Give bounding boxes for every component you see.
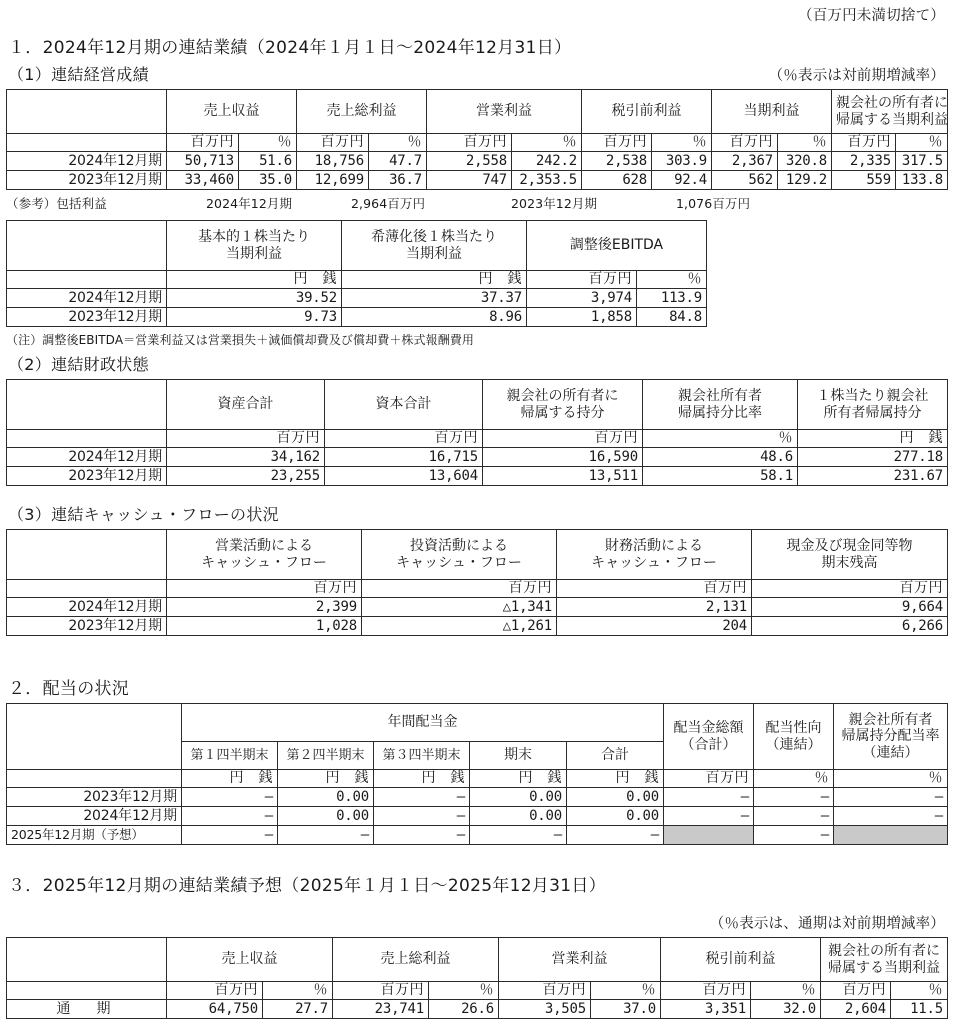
- row-period: 2023年12月期: [7, 788, 182, 807]
- cell-value: ―: [754, 807, 834, 826]
- row-period: 通 期: [7, 1000, 167, 1019]
- col-total-dividends: [664, 704, 754, 770]
- table-header-row: [7, 380, 948, 430]
- cell-value: 0.00: [567, 788, 664, 807]
- unit-q1: 円 銭: [182, 770, 278, 788]
- cell-value: △1,261: [362, 617, 557, 636]
- cell-value: 11.5: [891, 1000, 948, 1019]
- unit-cash-money: 百万円: [752, 580, 948, 598]
- cell-value: ―: [664, 807, 754, 826]
- unit-gross-pct: ％: [369, 134, 427, 152]
- table-row: [7, 308, 707, 327]
- table-row: [7, 598, 948, 617]
- cell-value: 1,028: [167, 617, 362, 636]
- unit-row-label: [7, 271, 167, 289]
- unit-doe-pct: ％: [834, 770, 948, 788]
- cell-value: 2,353.5: [512, 171, 582, 190]
- unit-equity-ratio-pct: ％: [643, 430, 798, 448]
- cell-value: 747: [427, 171, 512, 190]
- reference-label: （参考）包括利益: [6, 196, 107, 211]
- unit-ebitda-pct: ％: [637, 271, 707, 289]
- col-equity-attributable-owners-line2: 帰属する持分: [520, 404, 605, 421]
- cell-value: ―: [567, 826, 664, 845]
- col-cash-end-balance: [752, 530, 948, 580]
- col-profit-attributable-owners-line1: 親会社の所有者に: [828, 942, 940, 959]
- cell-value: ―: [182, 788, 278, 807]
- unit-op-money: 百万円: [499, 982, 591, 1000]
- col-financing-cash-flow: [557, 530, 752, 580]
- table-row-forecast: [7, 826, 948, 845]
- cell-value: 2,335: [832, 152, 896, 171]
- unit-row-label: [7, 580, 167, 598]
- cell-value: 113.9: [637, 289, 707, 308]
- cell-value: 58.1: [643, 467, 798, 486]
- section-1-1-header-row: [0, 62, 955, 85]
- unit-note-top: （百万円未満切捨て）: [798, 8, 945, 24]
- col-dividend-total: 合計: [567, 742, 664, 770]
- table-row: [7, 171, 948, 190]
- col-q2-end: 第２四半期末: [278, 742, 374, 770]
- cell-value: 12,699: [297, 171, 369, 190]
- col-gross-profit: 売上総利益: [333, 938, 499, 982]
- unit-basic-eps: 円 銭: [167, 271, 342, 289]
- cell-value: ―: [374, 826, 470, 845]
- section-2-heading: ２．配当の状況: [8, 679, 130, 699]
- cell-value: 8.96: [342, 308, 527, 327]
- col-q1-end: 第１四半期末: [182, 742, 278, 770]
- col-equity-attributable-owners: [483, 380, 643, 430]
- col-profit-attributable-owners-line2: 帰属する当期利益: [828, 959, 940, 976]
- cell-value: 320.8: [778, 152, 832, 171]
- col-dividend-on-equity-line2: 帰属持分配当率: [841, 728, 940, 745]
- col-equity-per-share: [798, 380, 948, 430]
- cell-value: 33,460: [167, 171, 239, 190]
- eps-ebitda-table: [6, 220, 707, 327]
- table-row: [7, 788, 948, 807]
- cell-value: 204: [557, 617, 752, 636]
- unit-revenue-money: 百万円: [167, 134, 239, 152]
- unit-assets-money: 百万円: [167, 430, 325, 448]
- col-equity-ratio-line2: 帰属持分比率: [678, 404, 762, 421]
- unit-attr-pct: ％: [891, 982, 948, 1000]
- col-financing-cash-flow-line2: キャッシュ・フロー: [591, 554, 717, 571]
- cell-value: 129.2: [778, 171, 832, 190]
- col-q3-end: 第３四半期末: [374, 742, 470, 770]
- row-period: 2023年12月期: [7, 171, 167, 190]
- unit-ocf-money: 百万円: [167, 580, 362, 598]
- unit-icf-money: 百万円: [362, 580, 557, 598]
- dividends-table: [6, 703, 948, 845]
- unit-pretax-money: 百万円: [661, 982, 751, 1000]
- unit-net-money: 百万円: [712, 134, 778, 152]
- col-gross-profit: 売上総利益: [297, 90, 427, 134]
- row-period: 2024年12月期: [7, 448, 167, 467]
- unit-payout-pct: ％: [754, 770, 834, 788]
- col-basic-eps-line1: 基本的１株当たり: [198, 228, 310, 245]
- unit-row: [7, 580, 948, 598]
- row-period: 2023年12月期: [7, 308, 167, 327]
- unit-attr-money: 百万円: [821, 982, 891, 1000]
- table-row: [7, 289, 707, 308]
- corner-cell: [7, 90, 167, 134]
- unit-revenue-money: 百万円: [167, 982, 263, 1000]
- table-row: [7, 152, 948, 171]
- unit-row-label: [7, 770, 182, 788]
- col-payout-ratio-line2: （連結）: [765, 736, 822, 753]
- corner-cell: [7, 938, 167, 982]
- unit-pretax-pct: ％: [751, 982, 821, 1000]
- col-operating-cash-flow-line2: キャッシュ・フロー: [201, 554, 327, 571]
- section-1-1-note: （％表示は対前期増減率）: [768, 68, 945, 84]
- unit-year-end: 円 銭: [470, 770, 567, 788]
- cell-value: 47.7: [369, 152, 427, 171]
- col-profit-attributable-owners: [821, 938, 948, 982]
- col-total-equity: 資本合計: [325, 380, 483, 430]
- cell-value: 0.00: [470, 788, 567, 807]
- unit-op-money: 百万円: [427, 134, 512, 152]
- col-diluted-eps-line1: 希薄化後１株当たり: [371, 228, 497, 245]
- cell-value: 35.0: [239, 171, 297, 190]
- col-financing-cash-flow-line1: 財務活動による: [605, 537, 703, 554]
- cell-value: 13,604: [325, 467, 483, 486]
- table-row: [7, 617, 948, 636]
- unit-q2: 円 銭: [278, 770, 374, 788]
- cell-value: 23,741: [333, 1000, 429, 1019]
- cell-value: 559: [832, 171, 896, 190]
- unit-row: [7, 770, 948, 788]
- col-profit-attributable-owners-line1: 親会社の所有者に: [836, 94, 948, 111]
- col-pretax-profit: 税引前利益: [582, 90, 712, 134]
- cell-value: 23,255: [167, 467, 325, 486]
- cell-value: ―: [374, 788, 470, 807]
- cell-value: 0.00: [278, 788, 374, 807]
- col-operating-profit: 営業利益: [427, 90, 582, 134]
- row-period: 2025年12月期（予想）: [7, 826, 182, 845]
- reference-value-2: 1,076百万円: [676, 196, 751, 211]
- section-1-1-heading: （1）連結経営成績: [8, 65, 149, 84]
- cell-value: 50,713: [167, 152, 239, 171]
- cash-flow-table: [6, 529, 948, 636]
- col-investing-cash-flow-line1: 投資活動による: [410, 537, 508, 554]
- cell-value: 3,974: [527, 289, 637, 308]
- cell-value: ―: [374, 807, 470, 826]
- table-row: [7, 467, 948, 486]
- col-total-dividends-line2: （合計）: [680, 736, 737, 753]
- unit-row-label: [7, 982, 167, 1000]
- table-header-row: [7, 530, 948, 580]
- cell-value: ―: [278, 826, 374, 845]
- cell-value: 26.6: [429, 1000, 499, 1019]
- unit-q3: 円 銭: [374, 770, 470, 788]
- cell-value: 16,715: [325, 448, 483, 467]
- cell-value: 36.7: [369, 171, 427, 190]
- col-basic-eps-line2: 当期利益: [226, 245, 282, 262]
- row-period: 2024年12月期: [7, 807, 182, 826]
- cell-value: 51.6: [239, 152, 297, 171]
- unit-equity-attr-money: 百万円: [483, 430, 643, 448]
- col-year-end: 期末: [470, 742, 567, 770]
- col-investing-cash-flow: [362, 530, 557, 580]
- col-dividend-on-equity-line1: 親会社所有者: [848, 711, 933, 728]
- unit-gross-money: 百万円: [333, 982, 429, 1000]
- cell-value: 2,399: [167, 598, 362, 617]
- cell-value: 37.0: [591, 1000, 661, 1019]
- cell-value: 6,266: [752, 617, 948, 636]
- cell-value: ―: [182, 826, 278, 845]
- col-payout-ratio-line1: 配当性向: [765, 719, 822, 736]
- col-adjusted-ebitda: 調整後EBITDA: [527, 221, 707, 271]
- cell-value: ―: [754, 788, 834, 807]
- cell-value: ―: [754, 826, 834, 845]
- ebitda-definition-note: （注）調整後EBITDA＝営業利益又は営業損失＋減価償却費及び償却費＋株式報酬費用: [6, 333, 475, 347]
- col-equity-ratio: [643, 380, 798, 430]
- cell-value: △1,341: [362, 598, 557, 617]
- col-total-assets: 資産合計: [167, 380, 325, 430]
- cell-value: 317.5: [896, 152, 948, 171]
- cell-value-disabled: [664, 826, 754, 845]
- col-operating-cash-flow: [167, 530, 362, 580]
- unit-op-pct: ％: [512, 134, 582, 152]
- cell-value: 9,664: [752, 598, 948, 617]
- unit-row: [7, 982, 948, 1000]
- col-total-dividends-line1: 配当金総額: [673, 719, 744, 736]
- unit-equity-per-share: 円 銭: [798, 430, 948, 448]
- cell-value: 628: [582, 171, 652, 190]
- cell-value: ―: [664, 788, 754, 807]
- unit-gross-money: 百万円: [297, 134, 369, 152]
- unit-total: 円 銭: [567, 770, 664, 788]
- col-revenue: 売上収益: [167, 90, 297, 134]
- unit-op-pct: ％: [591, 982, 661, 1000]
- cell-value: 13,511: [483, 467, 643, 486]
- col-equity-ratio-line1: 親会社所有者: [678, 387, 762, 404]
- cell-value: 3,505: [499, 1000, 591, 1019]
- col-basic-eps: [167, 221, 342, 271]
- corner-cell: [7, 530, 167, 580]
- col-cash-end-balance-line1: 現金及び現金同等物: [786, 537, 913, 554]
- cell-value: 16,590: [483, 448, 643, 467]
- cell-value: 303.9: [652, 152, 712, 171]
- cell-value: ―: [834, 788, 948, 807]
- cell-value: 231.67: [798, 467, 948, 486]
- col-annual-dividend-group: 年間配当金: [182, 704, 664, 742]
- col-equity-per-share-line2: 所有者帰属持分: [823, 404, 922, 421]
- cell-value: 133.8: [896, 171, 948, 190]
- cell-value: 27.7: [263, 1000, 333, 1019]
- table-header-row-top: [7, 704, 948, 742]
- table-row: [7, 448, 948, 467]
- unit-row: [7, 271, 707, 289]
- table-header-row: [7, 221, 707, 271]
- unit-pretax-money: 百万円: [582, 134, 652, 152]
- unit-attr-pct: ％: [896, 134, 948, 152]
- reference-period-2: 2023年12月期: [511, 196, 598, 211]
- col-dividend-on-equity-line3: （連結）: [862, 744, 919, 761]
- col-operating-profit: 営業利益: [499, 938, 661, 982]
- unit-attr-money: 百万円: [832, 134, 896, 152]
- col-pretax-profit: 税引前利益: [661, 938, 821, 982]
- cell-value: 0.00: [278, 807, 374, 826]
- cell-value: 48.6: [643, 448, 798, 467]
- table-header-row: [7, 90, 948, 134]
- unit-row: [7, 430, 948, 448]
- table-row: [7, 1000, 948, 1019]
- row-period: 2024年12月期: [7, 289, 167, 308]
- cell-value: 2,367: [712, 152, 778, 171]
- unit-revenue-pct: ％: [239, 134, 297, 152]
- forecast-table: [6, 937, 948, 1019]
- unit-row-label: [7, 134, 167, 152]
- cell-value: 39.52: [167, 289, 342, 308]
- col-dividend-on-equity: [834, 704, 948, 770]
- unit-gross-pct: ％: [429, 982, 499, 1000]
- col-equity-attributable-owners-line1: 親会社の所有者に: [506, 387, 619, 404]
- corner-cell: [7, 221, 167, 271]
- cell-value: 2,131: [557, 598, 752, 617]
- col-diluted-eps-line2: 当期利益: [406, 245, 462, 262]
- col-operating-cash-flow-line1: 営業活動による: [215, 537, 313, 554]
- corner-cell: [7, 380, 167, 430]
- unit-ebitda-money: 百万円: [527, 271, 637, 289]
- unit-total-money: 百万円: [664, 770, 754, 788]
- cell-value: 37.37: [342, 289, 527, 308]
- unit-fcf-money: 百万円: [557, 580, 752, 598]
- cell-value: 0.00: [567, 807, 664, 826]
- cell-value: 84.8: [637, 308, 707, 327]
- cell-value: 34,162: [167, 448, 325, 467]
- cell-value-disabled: [834, 826, 948, 845]
- col-profit-attributable-owners: [832, 90, 948, 134]
- section-1-3-heading: （3）連結キャッシュ・フローの状況: [8, 505, 279, 524]
- cell-value: 64,750: [167, 1000, 263, 1019]
- col-payout-ratio: [754, 704, 834, 770]
- row-period: 2023年12月期: [7, 617, 167, 636]
- cell-value: 18,756: [297, 152, 369, 171]
- consolidated-results-table: [6, 89, 948, 190]
- unit-revenue-pct: ％: [263, 982, 333, 1000]
- section-3-heading: ３．2025年12月期の連結業績予想（2025年１月１日～2025年12月31日）: [8, 876, 606, 896]
- unit-net-pct: ％: [778, 134, 832, 152]
- section-1-heading: １．2024年12月期の連結業績（2024年１月１日～2024年12月31日）: [8, 38, 572, 58]
- cell-value: 1,858: [527, 308, 637, 327]
- cell-value: ―: [182, 807, 278, 826]
- cell-value: ―: [470, 826, 567, 845]
- unit-pretax-pct: ％: [652, 134, 712, 152]
- col-net-profit: 当期利益: [712, 90, 832, 134]
- cell-value: 92.4: [652, 171, 712, 190]
- cell-value: 2,558: [427, 152, 512, 171]
- col-investing-cash-flow-line2: キャッシュ・フロー: [396, 554, 522, 571]
- financial-position-table: [6, 379, 948, 486]
- col-diluted-eps: [342, 221, 527, 271]
- cell-value: ―: [834, 807, 948, 826]
- row-period: 2024年12月期: [7, 598, 167, 617]
- corner-cell: [7, 704, 182, 770]
- reference-value-1: 2,964百万円: [351, 196, 426, 211]
- comprehensive-income-reference: [0, 194, 955, 212]
- cell-value: 3,351: [661, 1000, 751, 1019]
- row-period: 2023年12月期: [7, 467, 167, 486]
- cell-value: 0.00: [470, 807, 567, 826]
- section-1-2-heading: （2）連結財政状態: [8, 355, 149, 374]
- cell-value: 2,538: [582, 152, 652, 171]
- cell-value: 242.2: [512, 152, 582, 171]
- unit-equity-money: 百万円: [325, 430, 483, 448]
- section-3-note: （％表示は、通期は対前期増減率）: [709, 916, 945, 932]
- unit-row: [7, 134, 948, 152]
- col-profit-attributable-owners-line2: 帰属する当期利益: [836, 111, 948, 128]
- cell-value: 9.73: [167, 308, 342, 327]
- unit-row-label: [7, 430, 167, 448]
- cell-value: 562: [712, 171, 778, 190]
- col-cash-end-balance-line2: 期末残高: [821, 554, 878, 571]
- col-equity-per-share-line1: １株当たり親会社: [816, 387, 929, 404]
- table-row: [7, 807, 948, 826]
- unit-diluted-eps: 円 銭: [342, 271, 527, 289]
- reference-period-1: 2024年12月期: [206, 196, 293, 211]
- col-revenue: 売上収益: [167, 938, 333, 982]
- table-header-row: [7, 938, 948, 982]
- row-period: 2024年12月期: [7, 152, 167, 171]
- cell-value: 32.0: [751, 1000, 821, 1019]
- cell-value: 277.18: [798, 448, 948, 467]
- cell-value: 2,604: [821, 1000, 891, 1019]
